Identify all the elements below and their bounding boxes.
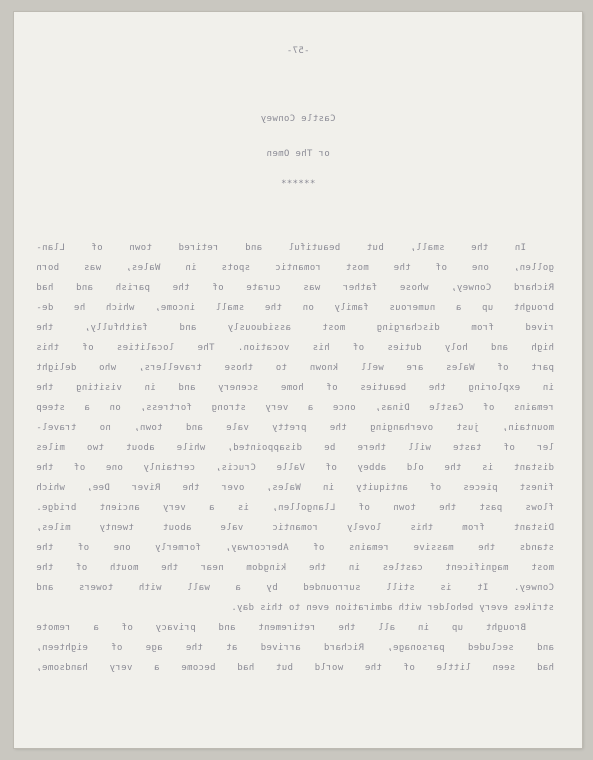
text-line: rived from discharging most assiduously and faithfully, the: [36, 323, 554, 333]
text-line: part of Wales are well known to those travellers, who delight: [36, 363, 554, 373]
title-line-1: Castle Conwey: [260, 114, 336, 124]
separator-stars: ******: [280, 179, 316, 189]
text-line: had seen little of the world but had become a very handsome,: [36, 663, 554, 673]
text-line: brought up a numerous family on the small income, which he de-: [36, 303, 554, 313]
text-line: high and holy duties of his vocation. The localities of this: [36, 343, 554, 353]
text-line: stands the massive remains of Abercorway, formerly one of the: [36, 543, 554, 553]
text-line: mountain, just overhanging the pretty vale and town, no travel-: [36, 423, 554, 433]
text-line: finest pieces of antiquity in Wales, over the River Dee, which: [36, 483, 554, 493]
text-line: and secluded parsonage, Richard arrived at the age of eighteen,: [36, 643, 554, 653]
text-line: remains of Castle Dinas, once a very strong fortress, on a steep: [36, 403, 554, 413]
mirrored-text-layer: [14, 12, 582, 748]
text-line: in exploring the beauties of home scenery and in visiting the: [36, 383, 554, 393]
text-line: strikes every beholder with admiration even to this day.: [230, 603, 554, 613]
text-line: distant is the old abbey of Valle Crucis, certainly one of the: [36, 463, 554, 473]
text-line: ler of taste will there be disappointed, while about two miles: [36, 443, 554, 453]
text-line: In the small, but beautiful and retired town of Llan-: [36, 243, 526, 253]
text-line: flows past the town of Llangollen, is a very ancient bridge.: [36, 503, 554, 513]
document-page: [14, 12, 582, 748]
text-line: gollen, one of the most romantic spots in Wales, was born: [36, 263, 554, 273]
text-line: Brought up in all the retirement and privacy of a remote: [36, 623, 526, 633]
body-text: [36, 241, 554, 681]
page-number: -57-: [286, 46, 310, 56]
text-line: most magnificent castles in the kingdom near the mouth of the: [36, 563, 554, 573]
text-line: Richard Conwey, whose father was curate of the parish and had: [36, 283, 554, 293]
text-line: Conwey. It is still surrounded by a wall with towers and: [36, 583, 554, 593]
title-line-2: or The Omen: [266, 149, 330, 159]
text-line: Distant from this lovely romantic vale about twenty miles,: [36, 523, 554, 533]
